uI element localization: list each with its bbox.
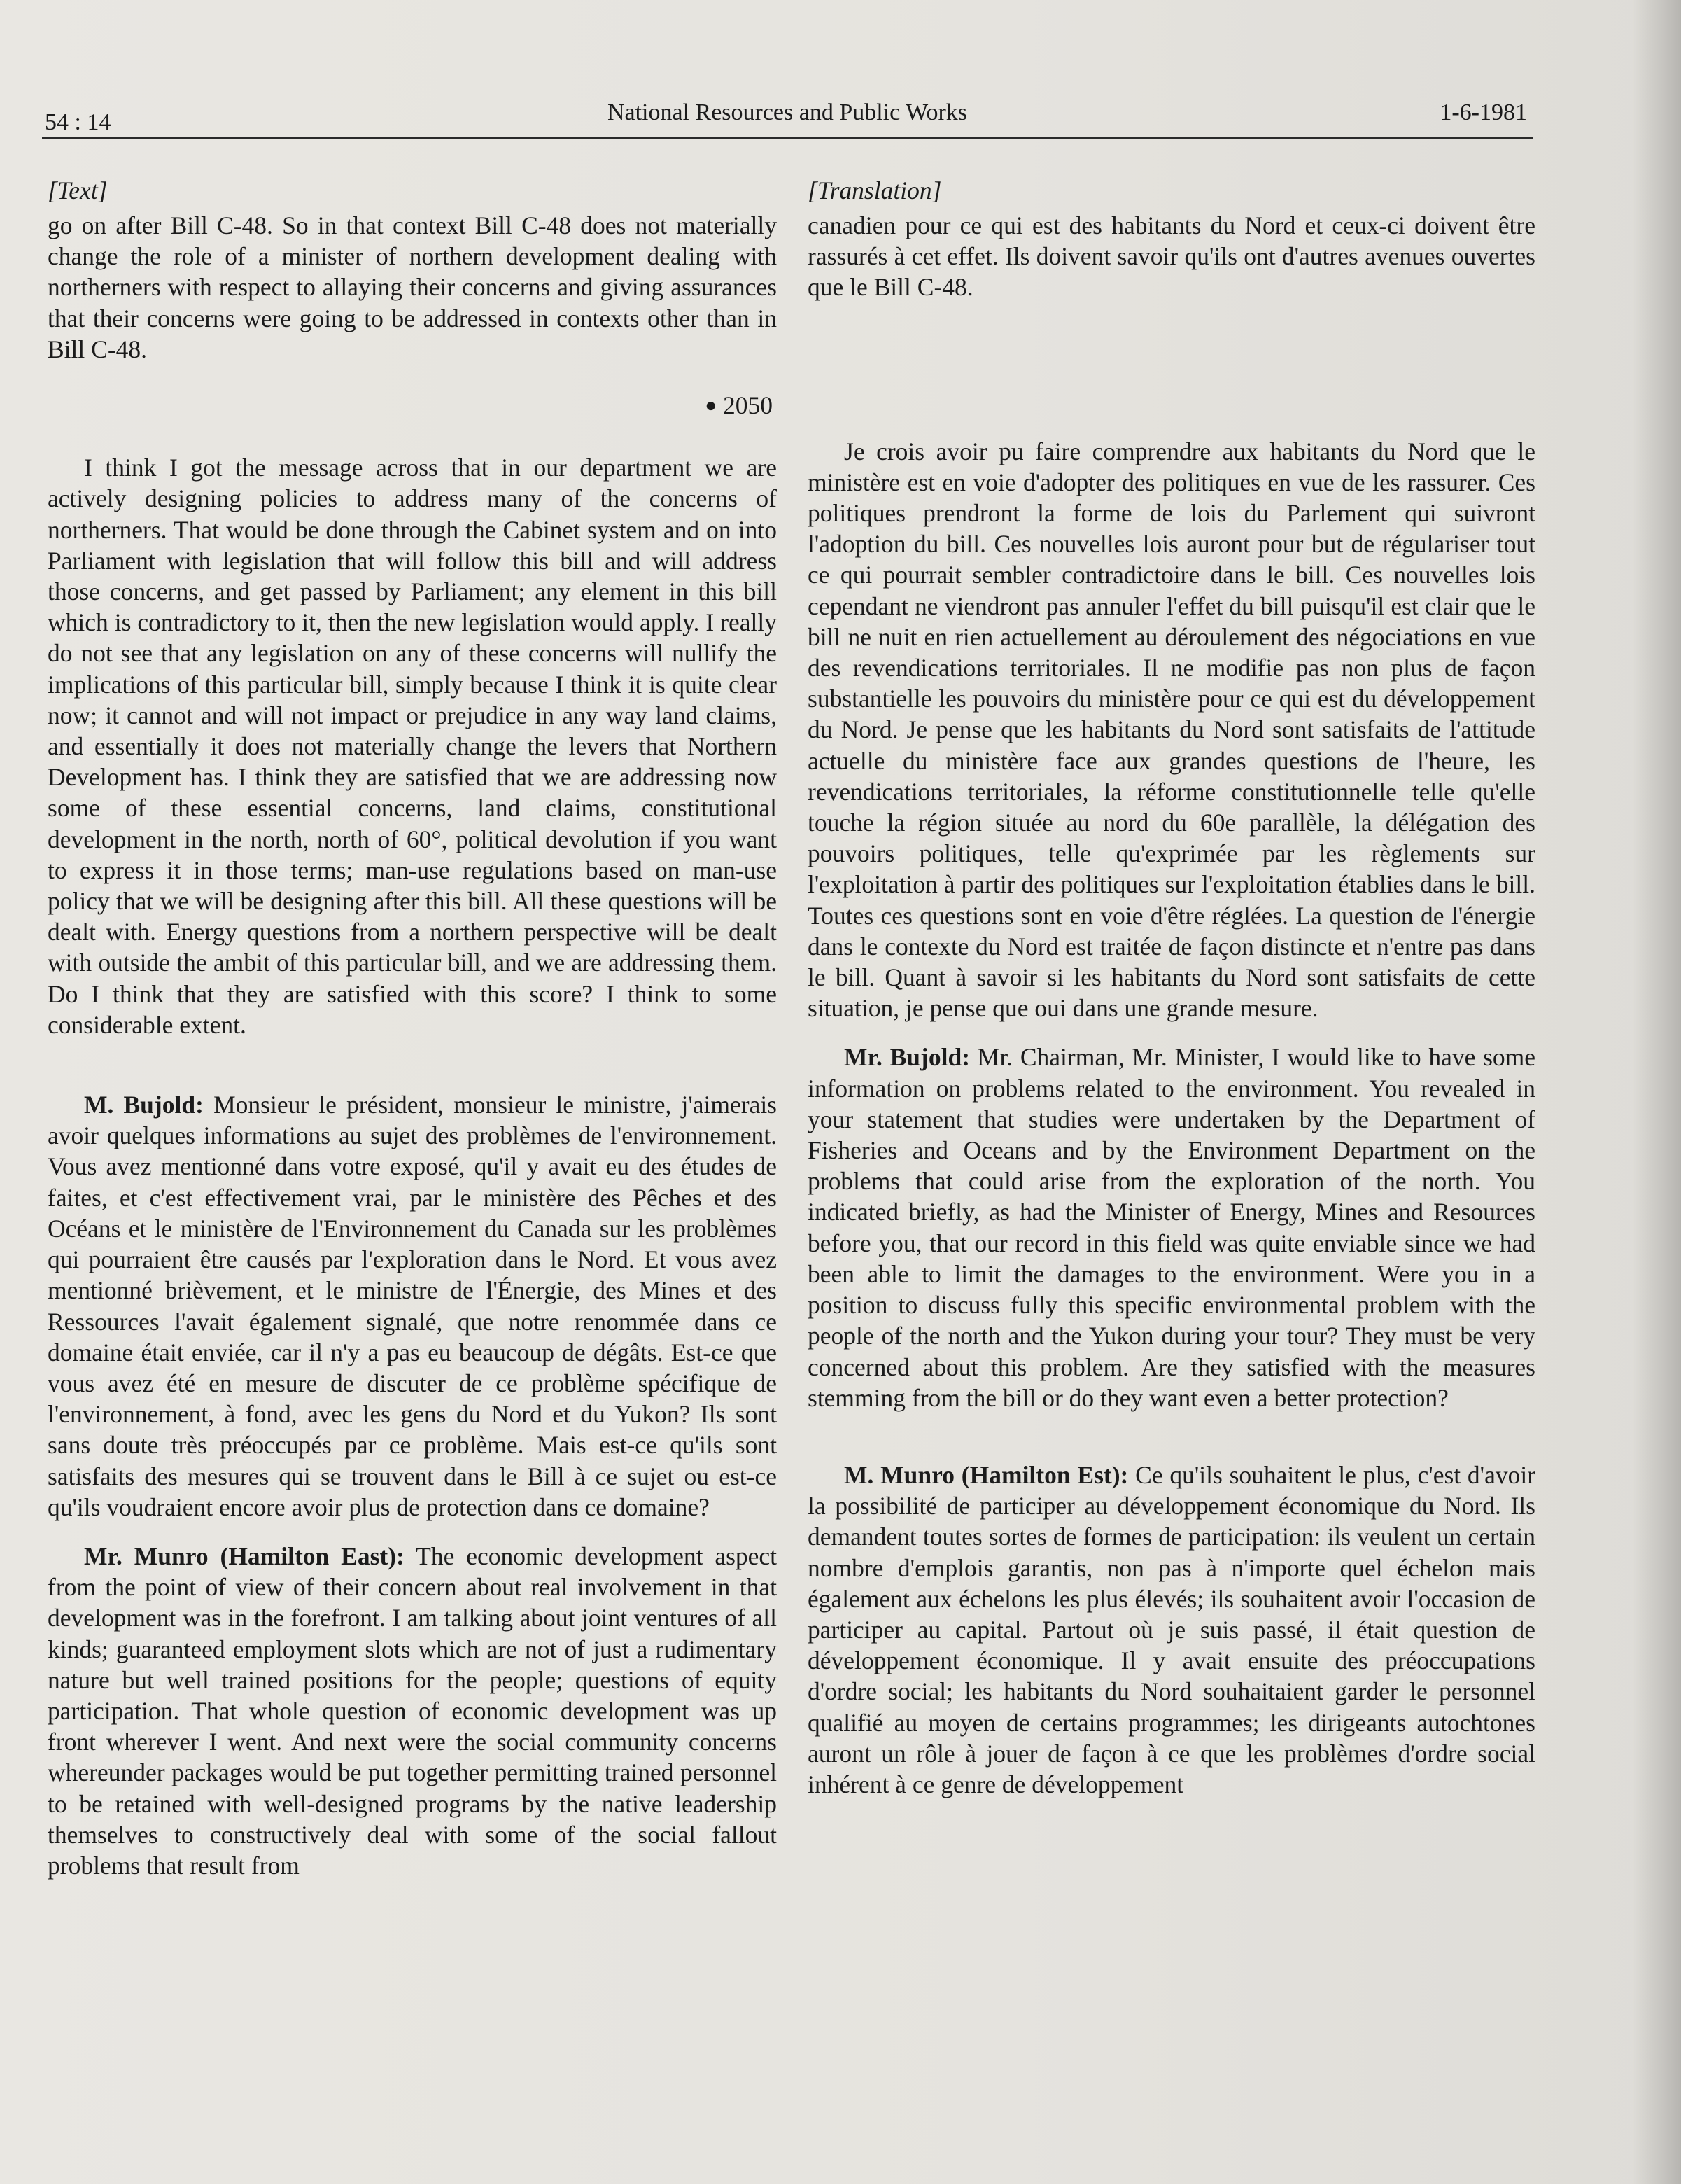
speaker-name: Mr. Bujold: — [844, 1043, 971, 1072]
time-marker-value: 2050 — [723, 391, 773, 420]
paragraph-minister-response: Je crois avoir pu faire comprendre aux habitants du Nord que le ministère est en voie d'adopter des politiques en vue de les rassurer. Ces politiques prendront la forme de lois du Parlement qui suivront l'adoption du bill. Ces nouvelles lois auront pour but de régulariser tout ce qui pourrait sembler contradictoire dans le bill. Ces nouvelles lois cependant ne viendront pas annuler l'effet du bill puisqu'il est clair que le bill ne nuit en rien actuellement au déroulement des négociations en vue des revendications territoriales. Il ne modifie pas non plus de façon substantielle les pouvoirs du ministère pour ce qui est du développement du Nord. Je pense que les habitants du Nord sont satisfaits de l'attitude actuelle du ministère face aux grandes questions de l'heure, les revendications territoriales, la réforme constitutionnelle telle qu'elle touche la région située au nord du 60e parallèle, la délégation des pouvoirs politiques, telle qu'exprimée par les règlements sur l'exploitation à partir des politiques sur l'exploitation établies dans le bill. Toutes ces questions sont en voie d'être réglées. La question de l'énergie dans le contexte du Nord est traitée de façon distincte et n'entre pas dans le bill. Quant à savoir si les habitants du Nord sont satisfaits de cette situation, je pense que oui dans une grande mesure. — [808, 437, 1535, 1023]
bullet-icon: ● — [705, 395, 717, 417]
paragraph-continuation: canadien pour ce qui est des habitants du Nord et ceux-ci doivent être rassurés à cet effet. Ils doivent savoir qu'ils ont d'autres avenues ouvertes que le Bill C-48. — [808, 211, 1535, 302]
left-column-english — [48, 175, 777, 1881]
page-header — [42, 98, 1533, 139]
paragraph-text: Monsieur le président, monsieur le ministre, j'aimerais avoir quelques informations au sujet des problèmes de l'environnement. Vous avez mentionné dans votre exposé, qu'il y avait eu des études de faites, et c'est effectivement vrai, par le ministère des Pêches et des Océans et le ministère de l'Environnement du Canada sur les problèmes qui pourraient être causés par l'exploration dans le Nord. Et vous avez mentionné brièvement, et le ministre de l'Énergie, des Mines et des Ressources l'avait également signalé, que notre renommée dans ce domaine était enviée, car il n'y a pas eu beaucoup de dégâts. Est-ce que vous avez été en mesure de discuter de ce problème spécifique de l'environnement, à fond, avec les gens du Nord et du Yukon? Ils sont sans doute très préoccupés par ce problème. Mais est-ce qu'ils sont satisfaits des mesures qui se trouvent dans le Bill à ce sujet ou est-ce qu'ils voudraient encore avoir plus de protection dans ce domaine? — [48, 1091, 777, 1521]
header-date: 1-6-1981 — [1440, 99, 1527, 125]
paragraph-text: Ce qu'ils souhaitent le plus, c'est d'avoir la possibilité de participer au développement économique du Nord. Ils demandent toutes sortes de formes de participation: ils veulent un certain nombre d'emplois garantis, non pas à n'importe quel échelon mais également aux échelons les plus élevés; ils souhaitent avoir l'occasion de participer au capital. Partout où je suis passé, il était question de développement économique. Il y avait ensuite des préoccupations d'ordre social; les habitants du Nord souhaitaient garder le personnel qualifié au moyen de certains programmes; les dirigeants autochtones auront un rôle à jouer de façon à ce que les problèmes d'ordre social inhérent à ce genre de développement — [808, 1460, 1536, 1798]
paragraph-munro-answer — [808, 1460, 1535, 1800]
page-edge-shadow — [1632, 0, 1681, 2184]
paragraph-bujold-question — [48, 1089, 777, 1522]
translation-label: [Translation] — [808, 176, 942, 204]
running-title: National Resources and Public Works — [607, 99, 968, 125]
right-column-french — [808, 175, 1535, 1800]
paragraph-text: Mr. Chairman, Mr. Minister, I would like to have some information on problems related to the environment. You revealed in your statement that studies were undertaken by the Department of Fisheries and Oceans and by the Environment Department on the problems that could arise from the exploration of the north. You indicated briefly, as had the Minister of Energy, Mines and Resources before you, that our record in this field was quite enviable since we had been able to limit the damages to the environment. Were you in a position to discuss fully this specific environmental problem with the people of the north and the Yukon during your tour? They must be very concerned about this problem. Are they satisfied with the measures stemming from the bill or do they want even a better protection? — [808, 1043, 1536, 1412]
time-marker — [48, 390, 777, 421]
paragraph-bujold-question — [808, 1042, 1535, 1413]
speaker-name: M. Bujold: — [84, 1091, 204, 1119]
speaker-name: Mr. Munro (Hamilton East): — [84, 1541, 405, 1570]
paragraph-text: The economic development aspect from the point of view of their concern about real involvement in that development was in the forefront. I am talking about joint ventures of all kinds; guaranteed employment slots which are not of just a rudimentary nature but well trained positions for the people; questions of equity participation. That whole question of economic development was up front wherever I went. And next were the social community concerns whereunder packages would be put together permitting trained personnel to be retained with well-designed programs by the native leadership themselves to constructively deal with some of the social fallout problems that result from — [48, 1541, 778, 1879]
page-number: 54 : 14 — [45, 109, 111, 135]
paragraph-munro-answer — [48, 1541, 777, 1881]
paragraph-minister-response: I think I got the message across that in our department we are actively designing policies to address many of the concerns of northerners. That would be done through the Cabinet system and on into Parliament with legislation that will follow this bill and will address those concerns, and get passed by Parliament; any element in this bill which is contradictory to it, then the new legislation would apply. I really do not see that any legislation on any of these concerns will nullify the implications of this particular bill, simply because I think it is quite clear now; it cannot and will not impact or prejudice in any way land claims, and essentially it does not materially change the levers that Northern Development has. I think they are satisfied that we are addressing now some of these essential concerns, land claims, constitutional development in the north, north of 60°, political devolution if you want to express it in those terms; man-use regulations based on man-use policy that we will be designing after this bill. All these questions will be dealt with. Energy questions from a northern perspective will be dealt with outside the ambit of this particular bill, and we are addressing them. Do I think that they are satisfied with this score? I think to some considerable extent. — [48, 454, 777, 1039]
paragraph-continuation: go on after Bill C-48. So in that context Bill C-48 does not materially change the role of a minister of northern development dealing with northerners with respect to allaying their concerns and giving assurances that their concerns were going to be addressed in contexts other than in Bill C-48. — [48, 211, 777, 363]
speaker-name: M. Munro (Hamilton Est): — [844, 1460, 1129, 1489]
text-label: [Text] — [48, 176, 108, 204]
